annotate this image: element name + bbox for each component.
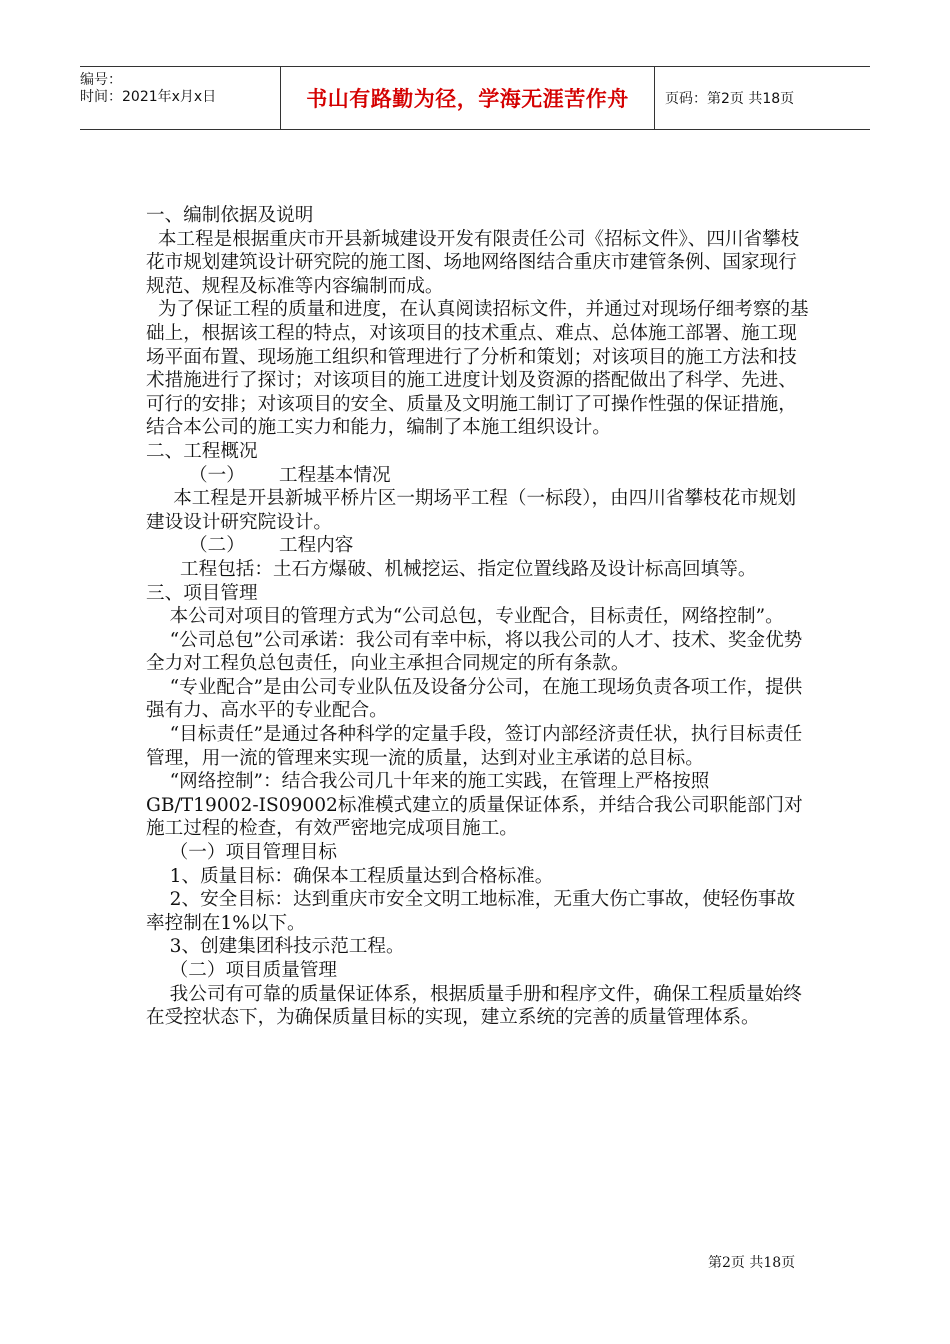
section-3-paragraph-3: “专业配合”是由公司专业队伍及设备分公司，在施工现场负责各项工作，提供强有力、高水平的专业配合。 [146,676,803,722]
footer-page-number: 第2页 共18页 [708,1255,796,1271]
subsection-2-1-paragraph: 本工程是开县新城平桥片区一期场平工程（一标段），由四川省攀枝花市规划建设设计研究院设计。 [146,488,797,533]
section-1-paragraph-1: 本工程是根据重庆市开县新城建设开发有限责任公司《招标文件》、四川省攀枝花市规划建筑设计研究院的施工图、场地网络图结合重庆市建管条例、国家现行规范、规程及标准等内容编制而成。 [146,228,800,297]
subsection-2-1-heading [146,464,812,488]
header-page-number: 页码：第2页 共18页 [665,91,795,107]
doc-time-label: 时间：2021年x月x日 [80,89,217,105]
header-meta [80,67,280,129]
subsection-3-2-paragraph: 我公司有可靠的质量保证体系，根据质量手册和程序文件，确保工程质量始终在受控状态下，为确保质量目标的实现，建立系统的完善的质量管理体系。 [146,983,802,1029]
subsection-title: 工程内容 [279,535,354,557]
section-2-heading: 二、工程概况 [146,440,258,462]
section-3-paragraph-4: “目标责任”是通过各种科学的定量手段，签订内部经济责任状，执行目标责任管理，用一流的管理来实现一流的质量，达到对业主承诺的总目标。 [146,724,803,769]
doc-code-label: 编号： [80,72,122,88]
section-1-heading: 一、编制依据及说明 [146,205,314,226]
section-3-paragraph-5: “网络控制”：结合我公司几十年来的施工实践，在管理上严格按照GB/T19002-IS09002标准模式建立的质量保证体系，并结合我公司职能部门对施工过程的检查，有效严密地完成项目施工。 [146,771,803,840]
subsection-3-1-heading: （一）项目管理目标 [169,842,338,864]
subsection-number: （二） [189,535,245,557]
section-3-paragraph-1: 本公司对项目的管理方式为“公司总包，专业配合，目标责任，网络控制”。 [169,606,784,628]
section-1-paragraph-2: 为了保证工程的质量和进度，在认真阅读招标文件，并通过对现场仔细考察的基础上，根据该工程的特点，对该项目的技术重点、难点、总体施工部署、施工现场平面布置、现场施工组织和管理进行了分析和策划；对该项目的施工方法和技术措施进行了探讨；对该项目的施工进度计划及资源的搭配做出了科学、先进、可行的安排；对该项目的安全、质量及文明施工制订了可操作性强的保证措施，结合本公司的施工实力和能力，编制了本施工组织设计。 [146,299,809,439]
document-body [146,204,812,1030]
section-3-paragraph-2: “公司总包”公司承诺：我公司有幸中标，将以我公司的人才、技术、奖金优势全力对工程负总包责任，向业主承担合同规定的所有条款。 [146,629,803,675]
goal-item-1: 1、质量目标：确保本工程质量达到合格标准。 [169,865,554,887]
subsection-2-2-heading [146,534,812,558]
goal-item-3: 3、创建集团科技示范工程。 [169,936,405,958]
section-3-heading: 三、项目管理 [146,582,258,604]
subsection-3-2-heading: （二）项目质量管理 [169,960,338,981]
subsection-2-2-paragraph: 工程包括：土石方爆破、机械挖运、指定位置线路及设计标高回填等。 [180,558,757,580]
subsection-title: 工程基本情况 [279,464,391,486]
header-motto: 书山有路勤为径，学海无涯苦作舟 [280,67,655,129]
page-header [80,66,870,130]
goal-item-2: 2、安全目标：达到重庆市安全文明工地标准，无重大伤亡事故，使轻伤事故率控制在1%以下。 [146,889,796,934]
subsection-number: （一） [189,464,245,486]
